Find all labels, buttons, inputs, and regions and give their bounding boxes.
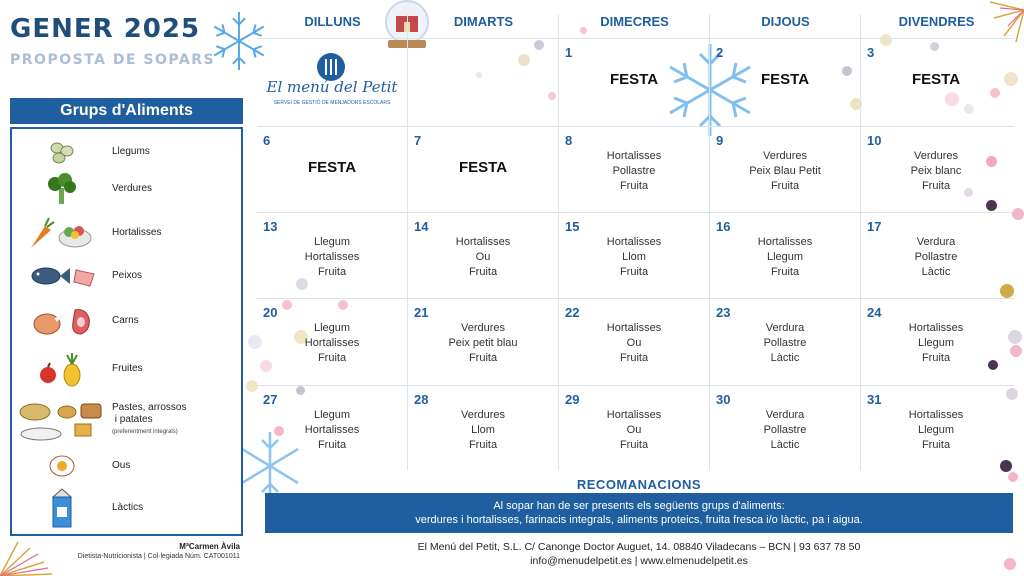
menu-item: Fruita	[619, 352, 649, 364]
recommendations-line-2: verdures i hortalisses, farinacis integrals, aliments proteics, fruita fresca i/o làctic, pa i aigua.	[415, 514, 863, 526]
menu-item: Verdures	[460, 409, 506, 421]
calendar-day-cell	[257, 127, 407, 213]
holiday-label: FESTA	[458, 159, 508, 176]
menu-item: Llegum	[313, 236, 351, 248]
menu-item: Làctic	[770, 439, 800, 451]
calendar-day-cell	[710, 386, 860, 472]
menu-item: Fruita	[317, 266, 347, 278]
dinner-menu	[408, 235, 558, 280]
day-number: 14	[414, 219, 429, 234]
food-group-note: (preferentment integrals)	[112, 429, 178, 435]
menu-item: Hortalisses	[606, 409, 662, 421]
day-number: 20	[263, 305, 278, 320]
food-group-label: Hortalisses	[112, 227, 162, 238]
menu-item: Fruita	[921, 439, 951, 451]
calendar-day-cell	[710, 299, 860, 385]
menu-item: Hortalisses	[304, 251, 360, 263]
grains-icon	[17, 398, 107, 442]
menu-item: Hortalisses	[455, 236, 511, 248]
calendar-day-cell	[861, 39, 1011, 125]
brand-logo	[258, 48, 406, 118]
dinner-menu	[408, 408, 558, 453]
day-number: 7	[414, 133, 422, 148]
recommendations-title: RECOMANACIONS	[576, 477, 702, 492]
dinner-menu	[710, 235, 860, 280]
page-title: GENER 2025	[10, 14, 201, 44]
calendar-day-cell	[559, 127, 709, 213]
food-group-meat	[12, 303, 241, 339]
calendar-day-cell	[710, 213, 860, 299]
menu-item: Fruita	[317, 352, 347, 364]
food-group-label: Llegums	[112, 146, 150, 157]
day-number: 8	[565, 133, 573, 148]
menu-item: Fruita	[619, 266, 649, 278]
menu-item: Fruita	[770, 180, 800, 192]
menu-item: Verdures	[913, 150, 959, 162]
dinner-menu	[861, 408, 1011, 453]
food-group-eggs	[12, 451, 241, 481]
calendar-day-cell	[559, 386, 709, 472]
menu-item: Peix blanc	[910, 165, 962, 177]
egg-icon	[47, 453, 77, 479]
calendar-day-cell	[559, 299, 709, 385]
day-number: 21	[414, 305, 429, 320]
dinner-menu	[861, 321, 1011, 366]
calendar-day-cell	[408, 127, 558, 213]
menu-item: Peix Blau Petit	[749, 165, 821, 177]
logo-name: El menú del Petit	[266, 78, 398, 96]
day-number: 31	[867, 392, 882, 407]
dinner-menu	[257, 408, 407, 453]
menu-item: Hortalisses	[757, 236, 813, 248]
food-group-fruit	[12, 351, 241, 387]
holiday-label: FESTA	[609, 71, 659, 88]
day-header-monday: DILLUNS	[304, 14, 361, 29]
menu-item: Pollastre	[763, 337, 807, 349]
menu-item: Peix petit blau	[448, 337, 518, 349]
holiday-label: FESTA	[307, 159, 357, 176]
footer-address: El Menú del Petit, S.L. C/ Canonge Doctor Auguet, 14. 08840 Viladecans – BCN | 93 637 78 50	[417, 541, 861, 553]
menu-item: Llegum	[917, 424, 955, 436]
holiday-label: FESTA	[911, 71, 961, 88]
menu-item: Hortalisses	[304, 337, 360, 349]
dinner-menu	[559, 321, 709, 366]
day-number: 27	[263, 392, 278, 407]
menu-item: Hortalisses	[304, 424, 360, 436]
menu-item: Hortalisses	[606, 322, 662, 334]
calendar-day-cell	[408, 213, 558, 299]
recommendations-line-1: Al sopar han de ser presents els següents grups d'aliments:	[493, 500, 785, 512]
menu-item: Fruita	[921, 352, 951, 364]
menu-item: Verdures	[460, 322, 506, 334]
day-number: 16	[716, 219, 731, 234]
meat-icon	[29, 304, 95, 338]
food-group-label: Verdures	[112, 183, 153, 194]
day-number: 2	[716, 45, 724, 60]
dinner-menu	[861, 149, 1011, 194]
menu-item: Hortalisses	[606, 236, 662, 248]
dinner-menu	[710, 149, 860, 194]
page-subtitle: PROPOSTA DE SOPARS	[10, 52, 216, 68]
menu-item: Llegum	[313, 409, 351, 421]
day-number: 3	[867, 45, 875, 60]
day-number: 17	[867, 219, 882, 234]
food-group-label: Ous	[112, 460, 131, 471]
menu-item: Fruita	[619, 180, 649, 192]
calendar-day-cell	[861, 299, 1011, 385]
menu-item: Verdures	[762, 150, 808, 162]
menu-item: Verdura	[765, 322, 805, 334]
day-number: 29	[565, 392, 580, 407]
day-header-tuesday: DIMARTS	[453, 14, 514, 29]
food-group-greens	[12, 215, 241, 251]
holiday-label: FESTA	[760, 71, 810, 88]
menu-item: Làctic	[921, 266, 951, 278]
calendar-day-cell	[408, 299, 558, 385]
menu-item: Fruita	[619, 439, 649, 451]
day-header-thursday: DIJOUS	[761, 14, 810, 29]
carrot-salad-icon	[27, 216, 97, 250]
food-group-label: Pastes, arrossos	[112, 402, 187, 413]
calendar-day-cell	[861, 127, 1011, 213]
menu-item: Llom	[471, 424, 495, 436]
day-number: 15	[565, 219, 580, 234]
fruit-icon	[32, 351, 92, 387]
day-number: 30	[716, 392, 731, 407]
calendar-day-cell	[257, 386, 407, 472]
food-group-label: Làctics	[112, 502, 144, 513]
calendar-day-cell	[408, 386, 558, 472]
dinner-menu	[559, 149, 709, 194]
food-group-label: Carns	[112, 315, 139, 326]
menu-item: Ou	[475, 251, 491, 263]
day-number: 1	[565, 45, 573, 60]
day-number: 23	[716, 305, 731, 320]
calendar-day-cell	[559, 213, 709, 299]
signature-name: MªCarmen Àvila	[179, 542, 240, 551]
dinner-menu	[408, 321, 558, 366]
calendar-day-cell	[559, 39, 709, 125]
menu-item: Hortalisses	[908, 322, 964, 334]
day-number: 10	[867, 133, 882, 148]
food-group-dairy	[12, 487, 241, 529]
menu-item: Verdura	[916, 236, 956, 248]
menu-item: Fruita	[468, 352, 498, 364]
menu-item: Llegum	[766, 251, 804, 263]
menu-item: Llegum	[917, 337, 955, 349]
dinner-menu	[861, 235, 1011, 280]
logo-tagline: SERVEI DE GESTIÓ DE MENJADORS ESCOLARS	[273, 100, 391, 106]
day-header-wednesday: DIMECRES	[600, 14, 669, 29]
menu-item: Pollastre	[612, 165, 656, 177]
calendar-day-cell	[257, 213, 407, 299]
menu-item: Fruita	[317, 439, 347, 451]
dinner-menu	[710, 321, 860, 366]
food-group-label: Peixos	[112, 270, 143, 281]
fish-icon	[26, 262, 98, 290]
day-number: 13	[263, 219, 278, 234]
day-number: 22	[565, 305, 580, 320]
day-number: 24	[867, 305, 882, 320]
menu-item: Fruita	[468, 439, 498, 451]
food-group-label: Fruites	[112, 363, 143, 374]
menu-item: Hortalisses	[908, 409, 964, 421]
day-number: 28	[414, 392, 429, 407]
calendar-day-cell	[861, 213, 1011, 299]
calendar-day-cell	[408, 39, 558, 125]
calendar-day-cell	[710, 39, 860, 125]
menu-item: Pollastre	[914, 251, 958, 263]
food-group-vegetables	[12, 171, 241, 207]
menu-item: Làctic	[770, 352, 800, 364]
broccoli-icon	[45, 172, 79, 206]
food-group-grains	[12, 397, 241, 443]
signature-role: Dietista-Nutricionista | Col·legiada Núm. CAT001011	[77, 553, 240, 560]
day-number: 6	[263, 133, 271, 148]
food-groups-panel	[10, 127, 243, 536]
food-group-label-cont: i patates	[112, 414, 153, 425]
legumes-icon	[47, 139, 77, 165]
dinner-menu	[257, 235, 407, 280]
calendar-day-cell	[861, 386, 1011, 472]
milk-icon	[49, 487, 75, 529]
recommendations-box	[265, 493, 1013, 533]
menu-item: Ou	[626, 424, 642, 436]
footer-contact: info@menudelpetit.es | www.elmenudelpetit.es	[530, 555, 748, 567]
dinner-menu	[710, 408, 860, 453]
menu-item: Llom	[622, 251, 646, 263]
dinner-menu	[559, 235, 709, 280]
menu-item: Fruita	[468, 266, 498, 278]
menu-item: Ou	[626, 337, 642, 349]
menu-item: Hortalisses	[606, 150, 662, 162]
menu-item: Fruita	[921, 180, 951, 192]
dinner-menu	[257, 321, 407, 366]
calendar-day-cell	[710, 127, 860, 213]
food-group-legumes	[12, 137, 241, 167]
food-group-fish	[12, 261, 241, 291]
menu-item: Pollastre	[763, 424, 807, 436]
day-number: 9	[716, 133, 724, 148]
calendar-day-cell	[257, 299, 407, 385]
dinner-menu	[559, 408, 709, 453]
menu-item: Fruita	[770, 266, 800, 278]
menu-item: Llegum	[313, 322, 351, 334]
food-groups-title: Grups d'Aliments	[10, 98, 243, 124]
menu-item: Verdura	[765, 409, 805, 421]
day-header-friday: DIVENDRES	[898, 14, 975, 29]
